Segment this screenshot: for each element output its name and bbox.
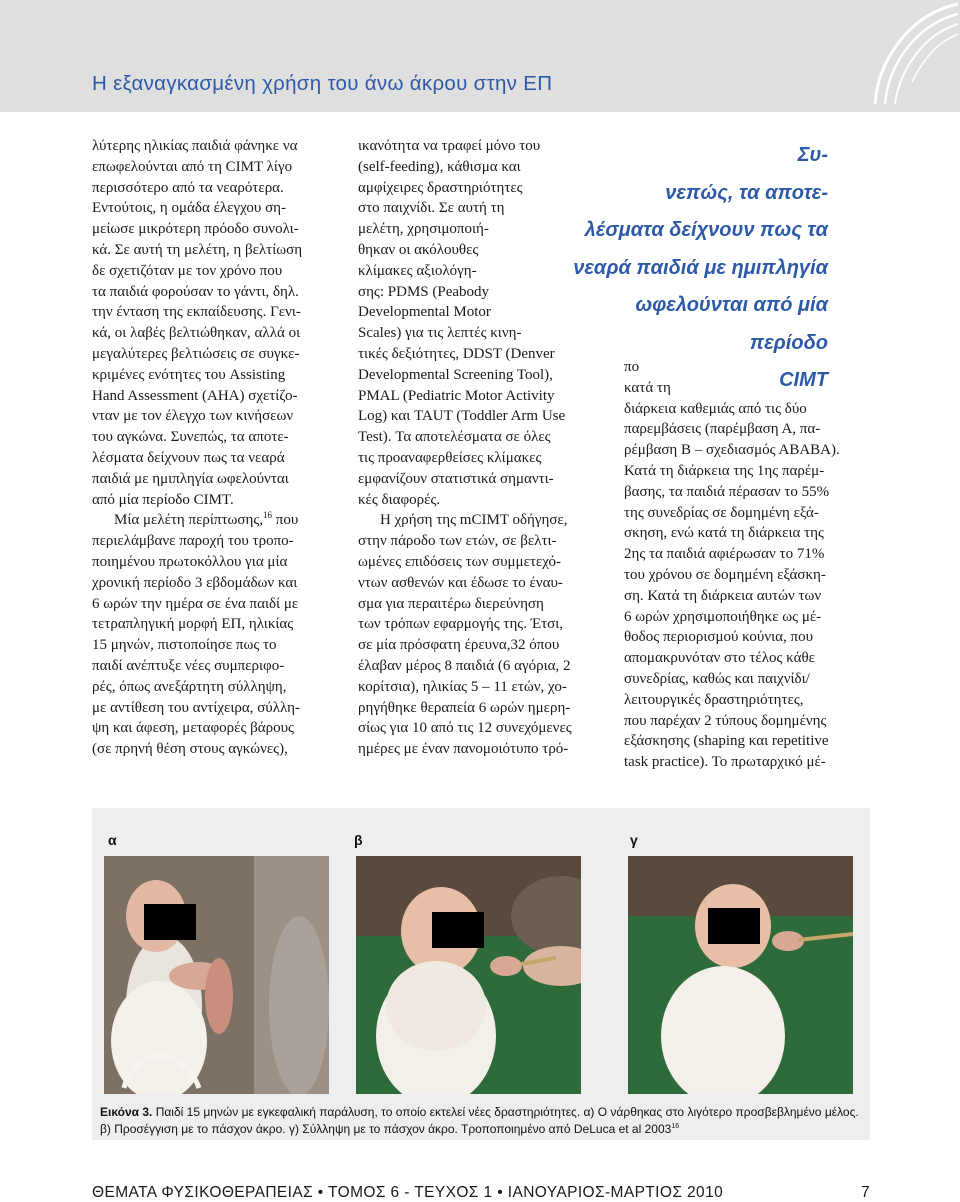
figure-caption	[100, 1104, 860, 1137]
paragraph: ικανότητα να τραφεί μόνο του (self-feeding), κάθισμα και αμφίχειρες δραστηριότητες στο παιχνίδι. Σε αυτή τη μελέτη, χρησιμοποιή- θηκαν οι ακόλουθες κλίμακες αξιολόγη- σης: PDMS (Peabody Developmental Motor Scales) για τις λεπτές κινη- τικές δεξιότητες, DDST (Denver Developmental Screening Tool), PMAL (Pediatric Motor Activity Log) και TAUT (Toddler Arm Use Test). Τα αποτελέσματα σε όλες τις προαναφερθείσες κλίμακες εμφανίζουν στατιστικά σημαντι- κές διαφορές.	[358, 138, 566, 508]
photo-b	[356, 856, 581, 1094]
caption-reference: 16	[671, 1122, 680, 1130]
figure-panel	[92, 808, 870, 1140]
figure-label-c: γ	[630, 832, 638, 848]
running-title: Η εξαναγκασμένη χρήση του άνω άκρου στην ΕΠ	[92, 72, 553, 95]
reference-superscript: 16	[263, 510, 273, 521]
footer	[92, 1184, 870, 1202]
paragraph: λύτερης ηλικίας παιδιά φάνηκε να επωφελούνται από τη CIMT λίγο περισσότερο από τα νεαρότερα. Εντούτοις, η ομάδα έλεγχου ση- μείωσε μικρότερη πρόοδο συνολι- κά. Σε αυτή τη μελέτη, η βελτίωση δε σχετιζόταν με τον χρόνο που τα παιδιά φορούσαν το γάντι, δηλ. την ένταση της εκπαίδευσης. Γενι- κά, οι λαβές βελτιώθηκαν, αλλά οι μεγαλύτερες βελτιώσεις σε συγκε- κριμένες ενότητες του Assisting Hand Assessment (AHA) σχετίζο- νταν με τον έλεγχο των κινήσεων του αγκώνα. Συνεπώς, τα αποτε- λέσματα δείχνουν πως τα νεαρά παιδιά με ημιπληγία ωφελούνται από μία περίοδο CIMT.	[92, 138, 303, 508]
paragraph-continuation: που περιελάμβανε παροχή του τροπο- ποιημένου πρωτοκόλλου για μία χρονική περίοδο 3 εβδομάδων και 6 ωρών την ημέρα σε ένα παιδί με τετραπληγική μορφή ΕΠ, ηλικίας 15 μηνών, πιστοποίησε πως το παιδί ανέπτυξε νέες συμπεριφο- ρές, όπως ανεξάρτητη σύλληψη, με αντίθεση του αντίχειρα, σύλλη- ψη και άφεση, μεταφορές βάρους (σε πρηνή θέση στους αγκώνες),	[92, 512, 300, 758]
text-column-1	[92, 136, 336, 760]
paragraph-start: Μία μελέτη περίπτωσης,	[114, 512, 264, 529]
feather-logo-icon	[840, 0, 960, 112]
photo-a	[104, 856, 329, 1094]
text-column-3	[624, 357, 870, 773]
figure-label-a: α	[108, 832, 117, 848]
journal-info: ΘΕΜΑΤΑ ΦΥΣΙΚΟΘΕΡΑΠΕΙΑΣ • ΤΟΜΟΣ 6 - ΤΕΥΧΟΣ 1 • ΙΑΝΟΥΑΡΙΟΣ-ΜΑΡΤΙΟΣ 2010	[92, 1184, 724, 1201]
photo-c	[628, 856, 853, 1094]
figure-label-b: β	[354, 832, 363, 848]
caption-label: Εικόνα 3.	[100, 1105, 153, 1119]
header-band	[0, 0, 960, 112]
caption-text: Παιδί 15 μηνών με εγκεφαλική παράλυση, το οποίο εκτελεί νέες δραστηριότητες. α) Ο νάρθηκας στο λιγότερο προσβεβλημένο μέλος. β) Προσέγγιση με το πάσχον άκρο. γ) Σύλληψη με το πάσχον άκρο. Τροποποιημένο από DeLuca et al 2003	[100, 1105, 859, 1136]
paragraph: Η χρήση της mCIMT οδήγησε, στην πάροδο των ετών, σε βελτι- ωμένες επιδόσεις των συμμετεχό- ντων ασθενών και έδωσε το έναυ- σμα για περαιτέρω διερεύνηση των τρόπων εφαρμογής της. Έτσι, σε μία πρόσφατη έρευνα,32 όπου έλαβαν μέρος 8 παιδιά (6 αγόρια, 2 κορίτσια), ηλικίας 5 – 11 ετών, χο- ρηγήθηκε θεραπεία 6 ωρών ημερη- σίως για 10 από τις 12 συνεχόμενες ημέρες με έναν πανομοιότυπο τρό-	[358, 512, 572, 758]
paragraph: πο κατά τη διάρκεια καθεμιάς από τις δύο παρεμβάσεις (παρέμβαση Α, πα- ρέμβαση Β – σχεδιασμός ΑΒΑΒΑ). Κατά τη διάρκεια της 1ης παρέμ- βασης, τα παιδιά πέρασαν το 55% της συνεδρίας σε δομημένη εξά- σκηση, ενώ κατά τη διάρκεια της 2ης τα παιδιά αφιέρωσαν το 71% του χρόνου σε δομημένη εξάσκη- ση. Κατά τη διάρκεια αυτών των 6 ωρών χρησιμοποιήθηκε ως μέ- θοδος περιορισμού κούνια, που απομακρυνόταν στο τέλος κάθε συνεδρίας, καθώς και παιχνίδι/ λειτουργικές δραστηριότητες, που παρέχαν 2 τύπους δομημένης εξάσκησης (shaping και repetitive task practice). Το πρωταρχικό μέ-	[624, 359, 840, 771]
page-number: 7	[860, 1184, 870, 1201]
pull-quote: Συ- νεπώς, τα αποτε- λέσματα δείχνουν πως τα νεαρά παιδιά με ημιπληγία ωφελούνται από μία περίοδο CIMT	[573, 144, 828, 391]
